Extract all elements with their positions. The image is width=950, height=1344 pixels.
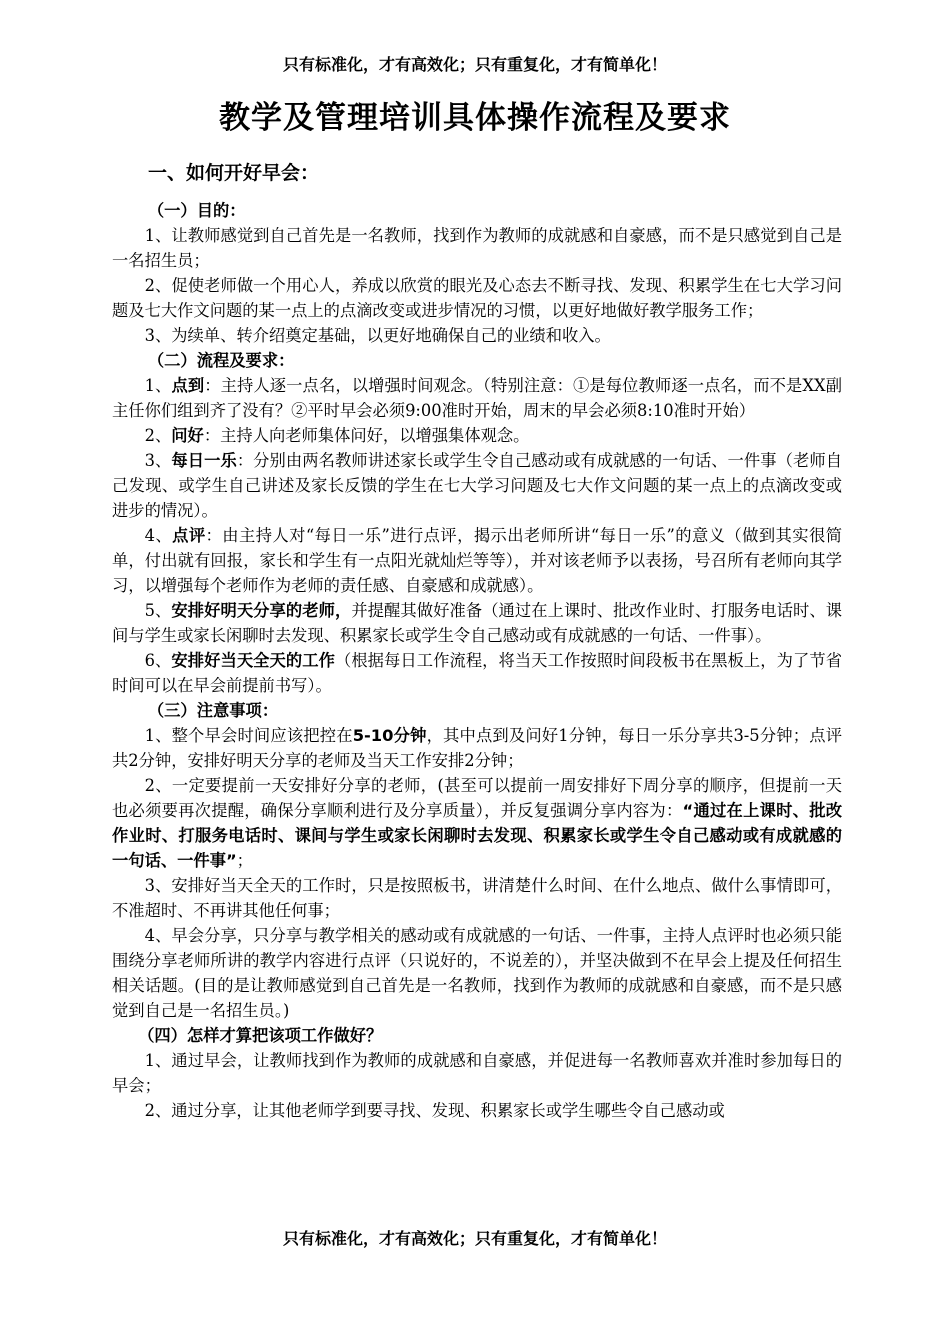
subsection-heading-notes: （三）注意事项： — [147, 701, 279, 720]
paragraph: 2、通过分享，让其他老师学到要寻找、发现、积累家长或学生哪些令自己感动或 — [144, 1101, 725, 1120]
paragraph: 2、促使老师做一个用心人，养成以欣赏的眼光及心态去不断寻找、发现、积累学生在七大学习问题及七大作文问题的某一点上的点滴改变或进步情况的习惯，以更好地做好教学服务工作； — [112, 276, 842, 320]
item-text: 2、一定要提前一天安排好分享的老师，(甚至可以提前一周安排好下周分享的顺序，但提前一天也必须要再次提醒，确保分享顺利进行及分享质量），并反复强调分享内容为： — [112, 776, 842, 820]
paragraph — [112, 423, 842, 448]
paragraph — [112, 648, 842, 698]
item-text: ：分别由两名教师讲述家长或学生令自己感动或有成就感的一句话、一件事（老师自己发现、或学生自己讲述及家长反馈的学生在七大学习问题及七大作文问题的某一点上的点滴改变或进步的情况）。 — [112, 451, 842, 520]
item-keyword: 安排好当天全天的工作 — [171, 651, 335, 670]
item-text: 1、整个早会时间应该把控在 — [144, 726, 353, 745]
paragraph: 1、通过早会，让教师找到作为教师的成就感和自豪感，并促进每一名教师喜欢并准时参加每日的早会； — [112, 1051, 842, 1095]
paragraph — [112, 523, 842, 598]
item-text: （根据每日工作流程，将当天工作按照时间段板书在黑板上，为了节省时间可以在早会前提前书写）。 — [112, 651, 842, 695]
document-body — [112, 198, 842, 1123]
item-text: 并提醒其做好准备（通过在上课时、批改作业时、打服务电话时、课间与学生或家长闲聊时去发现、积累家长或学生令自己感动或有成就感的一句话、一件事）。 — [112, 601, 842, 645]
paragraph — [112, 373, 842, 423]
item-number: 5、 — [144, 601, 172, 620]
paragraph — [112, 773, 842, 873]
item-number: 4、 — [144, 526, 173, 545]
item-text: ：主持人向老师集体问好，以增强集体观念。 — [203, 426, 530, 445]
item-text: ：由主持人对“每日一乐”进行点评，揭示出老师所讲“每日一乐”的意义（做到其实很简单，付出就有回报，家长和学生有一点阳光就灿烂等等），并对该老师予以表扬，号召所有老师向其学习，以增强每个老师作为老师的责任感、自豪感和成就感）。 — [112, 526, 842, 595]
paragraph: 4、早会分享，只分享与教学相关的感动或有成就感的一句话、一件事，主持人点评时也必须只能围绕分享老师所讲的教学内容进行点评（只说好的，不说差的），并坚决做到不在早会上提及任何招生相关话题。(目的是让教师感觉到自己首先是一名教师，找到作为教师的成就感和自豪感，而不是只感觉到自己是一名招生员。) — [112, 926, 842, 1020]
paragraph — [112, 598, 842, 648]
item-keyword: 点到 — [171, 376, 205, 395]
subsection-heading-process: （二）流程及要求： — [147, 351, 295, 370]
item-keyword: 安排好明天分享的老师， — [171, 601, 352, 620]
paragraph: 3、安排好当天全天的工作时，只是按照板书，讲清楚什么时间、在什么地点、做什么事情即可，不准超时、不再讲其他任何事； — [112, 876, 842, 920]
page-header: 只有标准化，才有高效化；只有重复化，才有简单化！ — [282, 55, 667, 74]
paragraph — [112, 448, 842, 523]
subsection-heading-criteria: （四）怎样才算把该项工作做好？ — [138, 1026, 383, 1045]
item-keyword: 点评 — [172, 526, 206, 545]
page-footer: 只有标准化，才有高效化；只有重复化，才有简单化！ — [282, 1229, 667, 1248]
paragraph: 1、让教师感觉到自己首先是一名教师，找到作为教师的成就感和自豪感，而不是只感觉到自己是一名招生员； — [112, 226, 842, 270]
document-title: 教学及管理培训具体操作流程及要求 — [219, 100, 731, 136]
item-keyword: “通过在上课时、批改作业时、打服务电话时、课间与学生或家长闲聊时去发现、积累家长或学生令自己感动或有成就感的一句话、一件事” — [112, 801, 843, 870]
section-heading-1: 一、如何开好早会： — [148, 162, 320, 184]
item-keyword: 每日一乐 — [171, 451, 237, 470]
item-number: 2、 — [144, 426, 172, 445]
item-keyword: 问好 — [171, 426, 204, 445]
item-text: ； — [236, 851, 253, 870]
item-text: ，其中点到及问好1分钟，每日一乐分享共3-5分钟；点评共2分钟，安排好明天分享的老师及当天工作安排2分钟； — [112, 726, 842, 770]
subsection-heading-purpose: （一）目的： — [147, 201, 246, 220]
paragraph: 3、为续单、转介绍奠定基础，以更好地确保自己的业绩和收入。 — [144, 326, 611, 345]
item-number: 1、 — [144, 376, 172, 395]
item-number: 6、 — [144, 651, 172, 670]
item-keyword: 5-10分钟 — [352, 726, 427, 745]
paragraph — [112, 723, 842, 773]
item-number: 3、 — [144, 451, 172, 470]
item-text: ：主持人逐一点名，以增强时间观念。（特别注意：①是每位教师逐一点名，而不是XX副主任你们组到齐了没有？②平时早会必须9:00准时开始，周末的早会必须8:10准时开始） — [112, 376, 842, 420]
